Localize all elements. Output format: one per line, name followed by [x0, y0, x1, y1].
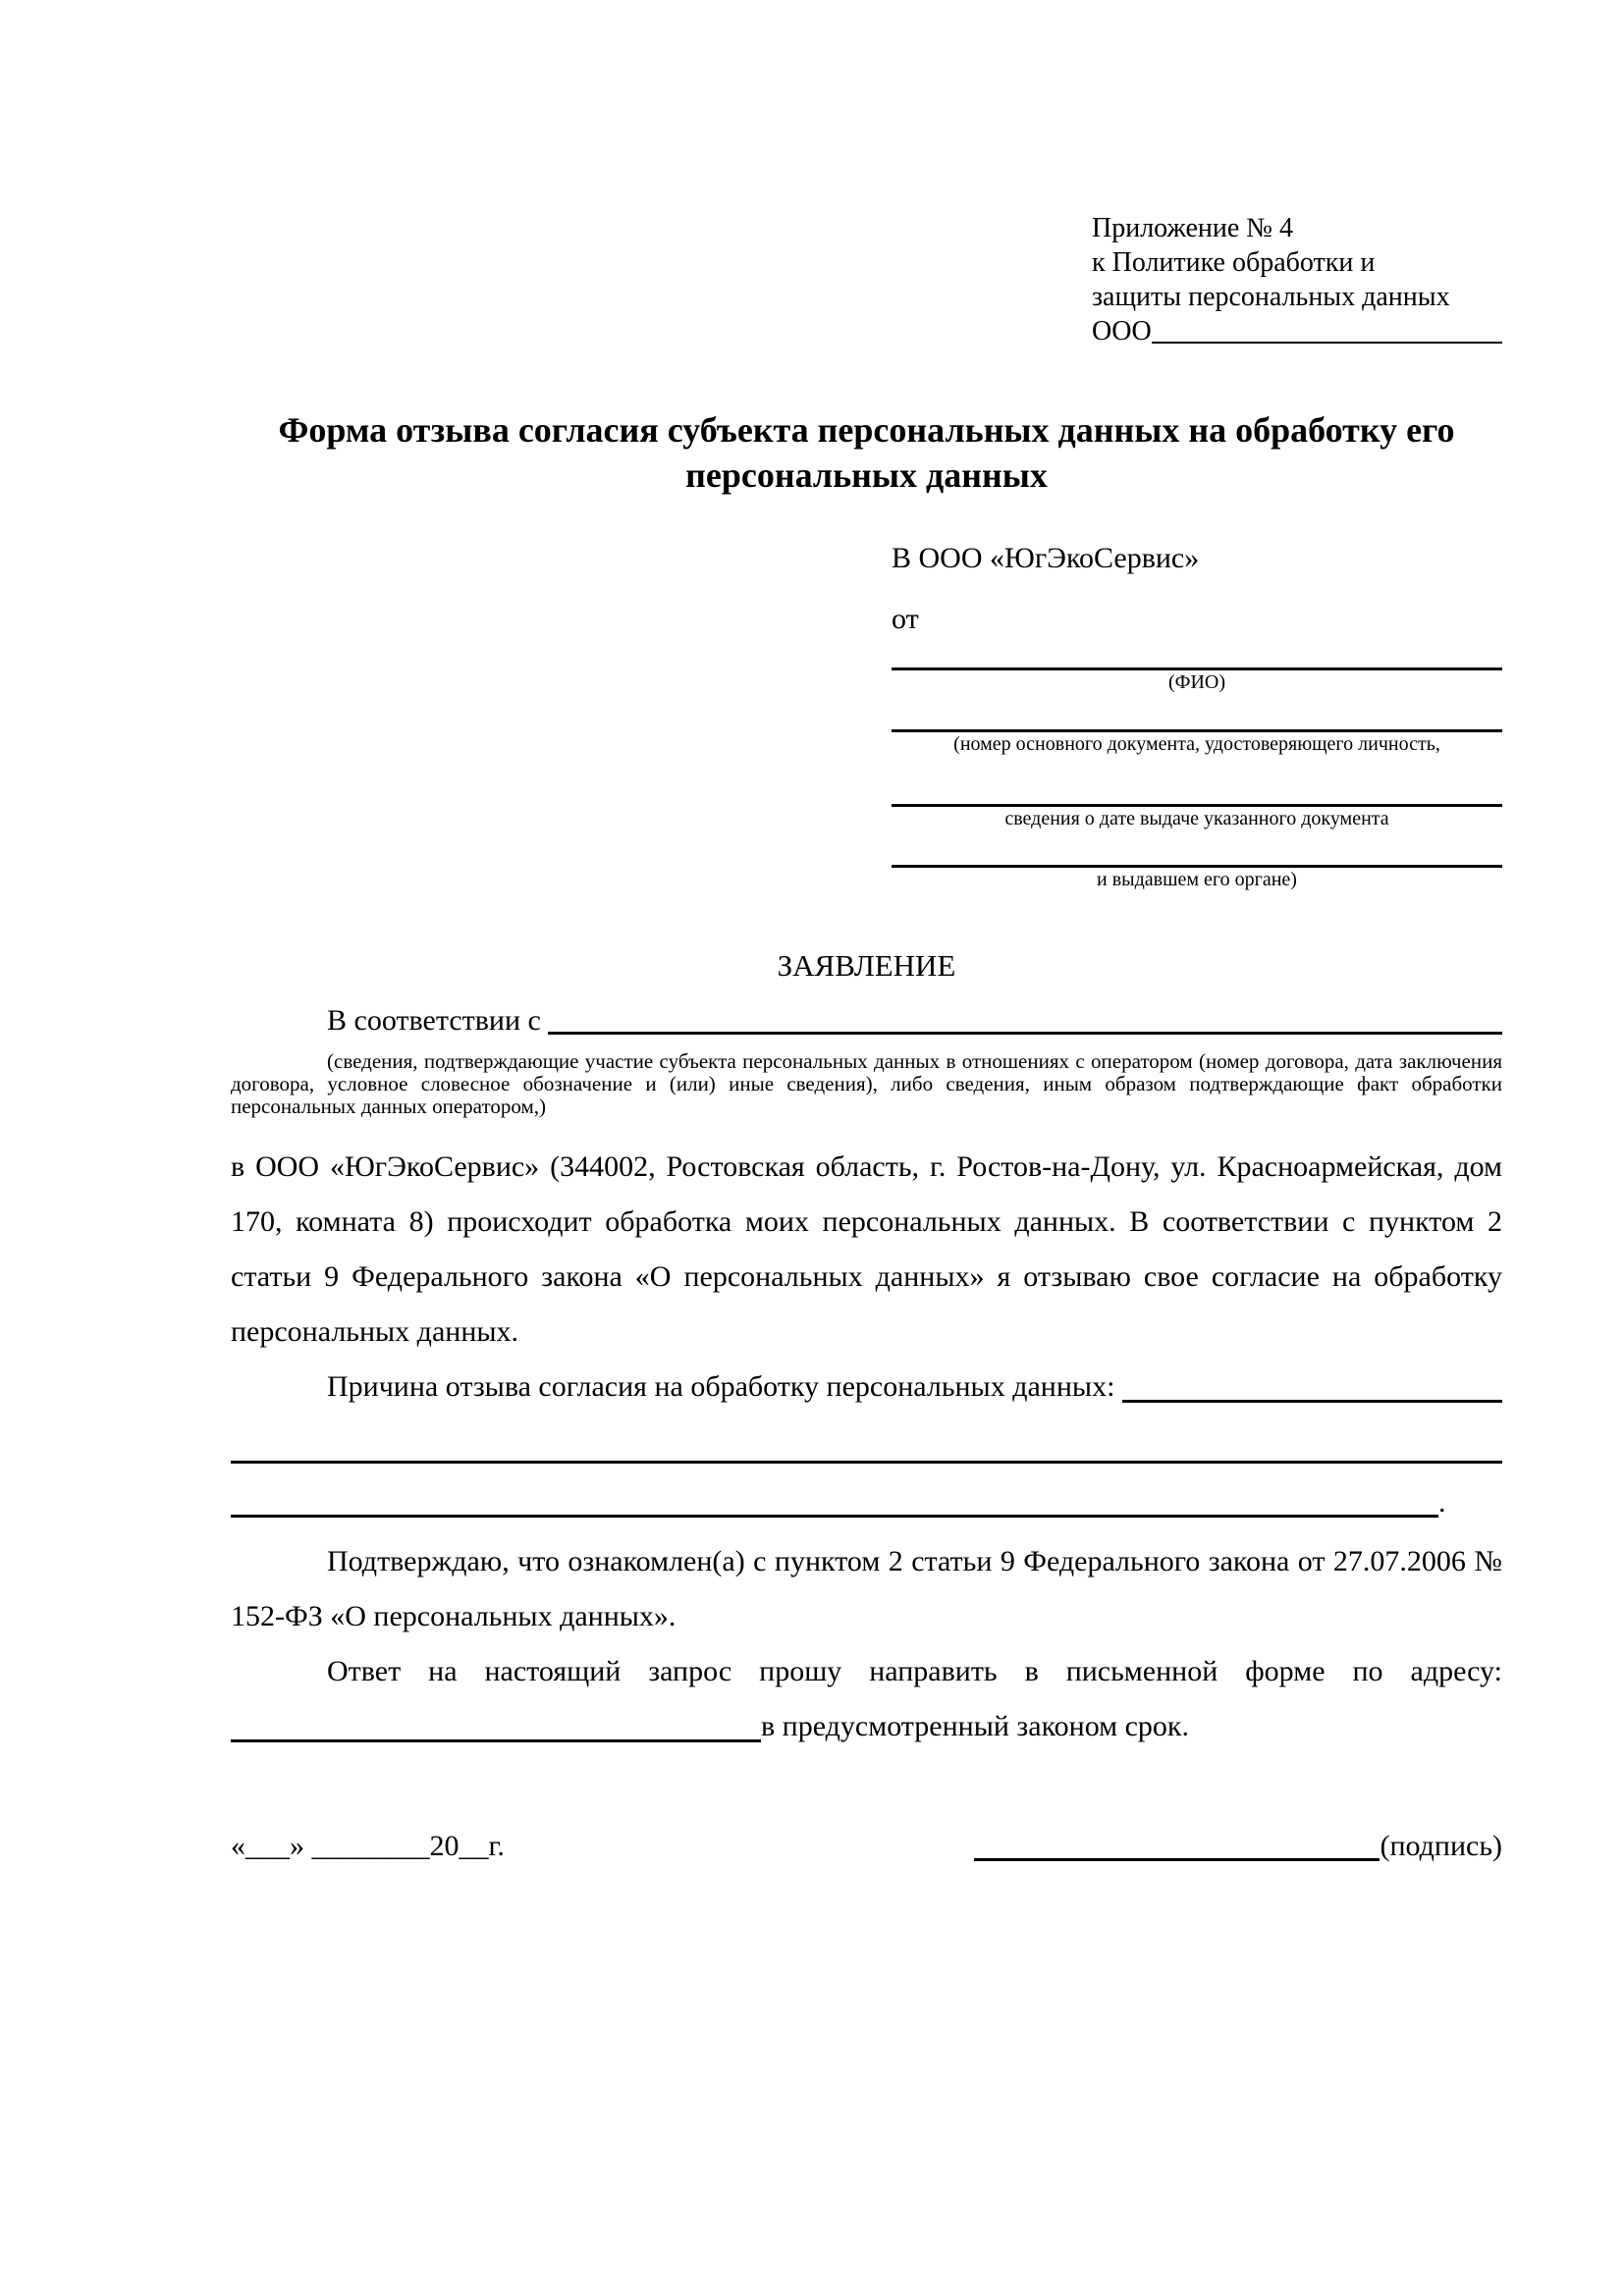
reply-suffix: в предусмотренный законом срок. — [761, 1710, 1189, 1742]
addressee-block — [892, 540, 1502, 891]
footer-row — [231, 1819, 1502, 1874]
page-title: Форма отзыва согласия субъекта персональных данных на обработку его персональных данных — [278, 410, 1455, 495]
signature-caption: (подпись) — [1380, 1830, 1502, 1862]
paragraph-indent — [231, 1360, 327, 1415]
from-label: от — [892, 603, 919, 635]
reason-blank-line — [1122, 1360, 1502, 1403]
reply-address-row — [231, 1699, 1502, 1754]
reason-prefix: Причина отзыва согласия на обработку персональных данных: — [327, 1370, 1115, 1403]
org-prefix: ООО — [1092, 316, 1152, 347]
document-number-caption: (номер основного документа, удостоверяющего личность, — [953, 733, 1440, 755]
main-paragraph: в ООО «ЮгЭкоСервис» (344002, Ростовская область, г. Ростов-на-Дону, ул. Красноармейская, дом 170, комната 8) происходит обработка моих персональных данных. В соответствии с пунктом 2 статьи 9 Федерального закона «О персональных данных» я отзываю свое согласие на обработку персональных данных. — [231, 1150, 1502, 1348]
reason-row — [231, 1360, 1502, 1415]
org-row — [1092, 314, 1502, 348]
accordance-blank-line — [548, 1001, 1502, 1035]
appendix-line-3: защиты персональных данных — [1092, 282, 1450, 312]
spacer — [1189, 1699, 1502, 1754]
reason-blank-line-3 — [231, 1464, 1438, 1518]
addressee-org: В ООО «ЮгЭкоСервис» — [892, 542, 1200, 574]
issue-date-caption: сведения о дате выдаче указанного документа — [1004, 808, 1389, 829]
fio-caption: (ФИО) — [1167, 671, 1225, 693]
reason-blank-line-2 — [231, 1415, 1502, 1464]
blank-line-terminator: . — [1438, 1486, 1446, 1519]
appendix-line-1: Приложение № 4 — [1092, 213, 1293, 243]
appendix-note — [1092, 211, 1502, 348]
accordance-prefix: В соответствии с — [327, 1004, 541, 1037]
paragraph-indent — [231, 1001, 327, 1041]
issuer-caption: и выдавшем его органе) — [1097, 869, 1297, 890]
reason-blank-line-3-row — [231, 1464, 1502, 1518]
reply-request-paragraph: Ответ на настоящий запрос прошу направить в письменной форме по адресу: — [327, 1655, 1502, 1687]
appendix-line-2: к Политике обработки и — [1092, 247, 1376, 278]
fine-print-note: (сведения, подтверждающие участие субъекта персональных данных в отношениях с оператором (номер договора, дата заключения договора, условное словесное обозначение и (или) иные сведения), либо сведения, иным образом подтверждающие факт обработки персональных данных оператором,) — [231, 1049, 1502, 1118]
signature-area — [974, 1819, 1502, 1874]
confirmation-paragraph: Подтверждаю, что ознакомлен(а) с пунктом 2 статьи 9 Федерального закона от 27.07.2006 № 152-ФЗ «О персональных данных». — [231, 1545, 1502, 1632]
signature-blank-line — [974, 1850, 1380, 1861]
reply-address-blank-line — [231, 1699, 761, 1742]
accordance-row — [231, 1001, 1502, 1041]
statement-heading: ЗАЯВЛЕНИЕ — [777, 948, 956, 983]
date-line: «___» ________20__г. — [231, 1830, 505, 1862]
org-blank-line — [1152, 314, 1502, 344]
